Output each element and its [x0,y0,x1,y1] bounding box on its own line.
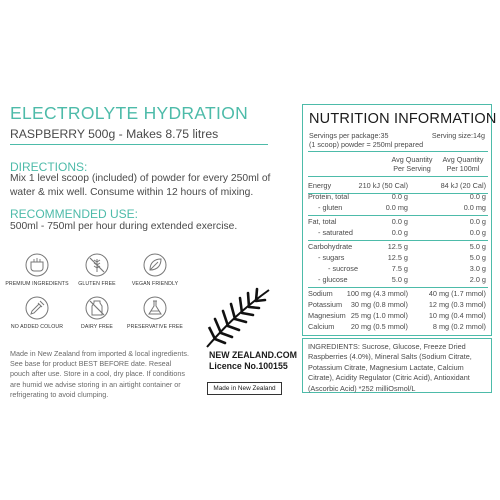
nutrition-cell-per100: 5.0 g [469,253,486,262]
nutrition-row [308,192,488,203]
badge-label: VEGAN FRIENDLY [131,281,179,287]
nutrition-cell-per100: 0.0 mg [463,203,486,212]
nutrition-cell-serving: 12.5 g [387,242,408,251]
badge-label: GLUTEN FREE [78,281,116,287]
wheat-crossed-icon [85,253,109,277]
nutrition-cell-name: Magnesium [308,311,346,320]
milk-crossed-icon [85,296,109,320]
row-divider [308,215,488,216]
badge-vegan-friendly [120,253,190,287]
nutrition-cell-name: - glucose [318,275,348,284]
nutrition-cell-per100: 0.0 g [469,192,486,201]
product-subtitle: RASPBERRY 500g - Makes 8.75 litres [10,127,219,141]
nutrition-cell-serving: 12.5 g [387,253,408,262]
nutrition-cell-per100: 3.0 g [469,264,486,273]
badge-preservative-free [120,296,190,330]
nutrition-cell-per100: 10 mg (0.4 mmol) [428,311,486,320]
website-label: NEW ZEALAND.COM [209,350,297,360]
servings-per-package: Servings per package:35 [309,131,389,140]
nutrition-cell-serving: 30 mg (0.8 mmol) [350,300,408,309]
nutrition-row [308,203,488,214]
nutrition-cell-name: Sodium [308,289,333,298]
pot-icon [25,253,49,277]
nutrition-row [308,228,488,239]
col-header-100ml: Avg Quantity Per 100ml [442,155,484,173]
badge-label: NO ADDED COLOUR [10,324,64,330]
nutrition-row [308,300,488,311]
nutrition-cell-per100: 8 mg (0.2 mmol) [432,322,486,331]
nutrition-row [308,289,488,300]
directions-heading: DIRECTIONS: [10,160,88,174]
badge-label: PREMIUM INGREDIENTS [5,281,69,287]
scoop-note: (1 scoop) powder = 250ml prepared [309,140,424,149]
panel-divider [308,176,488,177]
row-divider [308,240,488,241]
nutrition-row [308,181,488,192]
nutrition-row [308,253,488,264]
row-divider [308,287,488,288]
nutrition-cell-serving: 210 kJ (50 Cal) [358,181,408,190]
nutrition-cell-name: Fat, total [308,217,337,226]
storage-info-text: Made in New Zealand from imported & local ingredients. See base for product BEST BEFORE date. Reseal pouch after use. Store in a cool, dry place. If conditions are humid we advise storing in an airtight container or refrigerating to avoid clumping. [10,349,189,399]
nutrition-cell-name: Calcium [308,322,335,331]
nutrition-cell-serving: 0.0 g [391,192,408,201]
made-in-nz-badge: Made in New Zealand [207,382,282,395]
flask-icon [143,296,167,320]
nutrition-cell-per100: 12 mg (0.3 mmol) [428,300,486,309]
nutrition-cell-name: Carbohydrate [308,242,353,251]
nutrition-panel [302,104,497,336]
nutrition-cell-name: - sugars [318,253,345,262]
badge-label: DAIRY FREE [81,324,113,330]
nutrition-cell-name: - saturated [318,228,353,237]
nutrition-cell-serving: 7.5 g [391,264,408,273]
nutrition-cell-serving: 0.0 g [391,228,408,237]
nutrition-row [308,242,488,253]
leaf-icon [143,253,167,277]
nutrition-cell-serving: 0.0 mg [385,203,408,212]
nutrition-cell-serving: 20 mg (0.5 mmol) [350,322,408,331]
nutrition-cell-name: - gluten [318,203,343,212]
nutrition-cell-serving: 0.0 g [391,217,408,226]
ingredients-text: INGREDIENTS: Sucrose, Glucose, Freeze Dried Raspberries (4.0%), Mineral Salts (Sodium Citrate, Potassium Citrate, Magnesium Lactate, Calcium Citrate), Acidity Regulator (Citric Acid), Antioxidant (Ascorbic Acid) *252 milliOsmol/L [308,342,472,393]
title-divider [10,144,268,145]
nutrition-row [308,275,488,286]
serving-size: Serving size:14g [431,131,485,140]
nutrition-row [308,322,488,333]
nutrition-cell-per100: 40 mg (1.7 mmol) [428,289,486,298]
col-header-serving: Avg Quantity Per Serving [391,155,433,173]
nutrition-cell-name: - sucrose [328,264,359,273]
ingredients-panel [302,338,492,393]
licence-label: Licence No.100155 [209,361,288,371]
badge-label: PRESERVATIVE FREE [127,324,183,330]
nutrition-cell-serving: 100 mg (4.3 mmol) [346,289,408,298]
recommended-text: 500ml - 750ml per hour during extended exercise. [10,221,238,232]
panel-divider [308,151,488,152]
nutrition-cell-name: Energy [308,181,332,190]
nutrition-row [308,264,488,275]
product-title: ELECTROLYTE HYDRATION [10,103,249,123]
silver-fern-logo [203,287,273,349]
directions-text: Mix 1 level scoop (included) of powder for every 250ml of water & mix well. Consume within 12 hours of mixing. [10,173,271,198]
nutrition-cell-per100: 84 kJ (20 Cal) [440,181,486,190]
recommended-heading: RECOMMENDED USE: [10,207,139,221]
nutrition-cell-serving: 5.0 g [391,275,408,284]
nutrition-row [308,217,488,228]
nutrition-cell-name: Protein, total [308,192,349,201]
nutrition-cell-per100: 0.0 g [469,228,486,237]
nutrition-heading: NUTRITION INFORMATION [309,111,497,127]
nutrition-row [308,311,488,322]
nutrition-cell-serving: 25 mg (1.0 mmol) [350,311,408,320]
nutrition-cell-name: Potassium [308,300,343,309]
nutrition-cell-per100: 2.0 g [469,275,486,284]
nutrition-cell-per100: 5.0 g [469,242,486,251]
dropper-icon [25,296,49,320]
nutrition-cell-per100: 0.0 g [469,217,486,226]
